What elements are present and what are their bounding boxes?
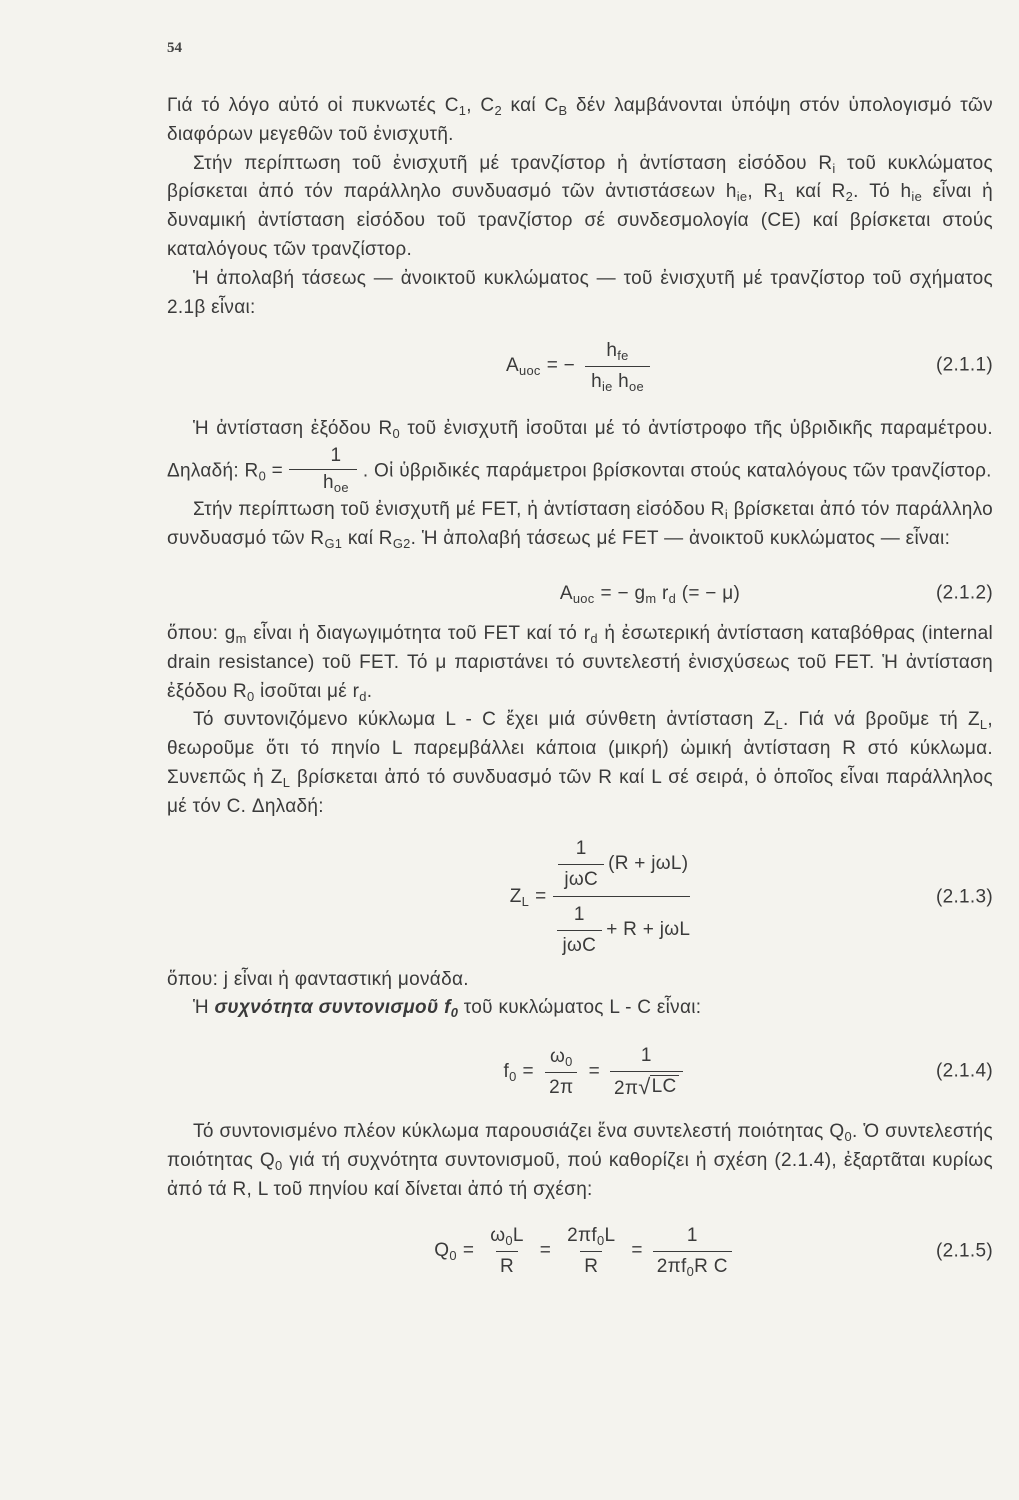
- paragraph-1: Γιά τό λόγο αὐτό οἱ πυκνωτές $C_1$, $C_2$ καί $C_B$ δέν λαμβάνονται ὑπόψη στόν ὑπολογισμό τῶν διαφόρων μεγεθῶν τοῦ ἐνισχυτῆ.: [167, 95, 993, 145]
- equation-2-1-2: $A_{uoc}$ = − $g_m$ $r_d$ (= − μ) (2.1.2): [167, 568, 993, 620]
- paragraph-7: Τό συντονιζόμενο κύκλωμα L - C ἔχει μιά σύνθετη ἀντίσταση $Z_L$. Γιά νά βροῦμε τή $Z_L$, θεωροῦμε ὅτι τό πηνίο L παρεμβάλλει κάποια (μικρή) ὠμική ἀντίσταση R στό κύκλωμα. Συνεπῶς ἡ $Z_L$ βρίσκεται ἀπό τό συνδυασμό τῶν R καί L σέ σειρά, ὁ ὁποῖος εἶναι παράλληλος μέ τόν C. Δηλαδή:: [167, 709, 993, 817]
- page-number: 54: [167, 40, 182, 56]
- paragraph-3: Ἡ ἀπολαβή τάσεως — ἀνοικτοῦ κυκλώματος — τοῦ ἐνισχυτῆ μέ τρανζίστορ τοῦ σχήματος 2.1β εἶναι:: [167, 267, 993, 318]
- paragraph-2: Στήν περίπτωση τοῦ ἐνισχυτῆ μέ τρανζίστορ ἡ ἀντίσταση εἰσόδου $R_i$ τοῦ κυκλώματος βρίσκεται ἀπό τόν παράλληλο συνδυασμό τῶν ἀντιστάσεων $h_{ie}$, $R_1$ καί $R_2$. Τό $h_{ie}$ εἶναι ἡ δυναμική ἀντίσταση εἰσόδου τοῦ τρανζίστορ σέ συνδεσμολογία (CE) καί βρίσκεται στούς καταλόγους τῶν τρανζίστορ.: [167, 152, 993, 260]
- paragraph-6: ὅπου: $g_m$ εἶναι ἡ διαγωγιμότητα τοῦ FET καί τό $r_d$ ἡ ἐσωτερική ἀντίσταση καταβόθρας (internal drain resistance) τοῦ FET. Τό μ παριστάνει τό συντελεστή ἐνισχύσεως τοῦ FET. Ἡ ἀντίσταση ἐξόδου $R_0$ ἰσοῦται μέ $r_d$.: [167, 622, 993, 704]
- sqrt-icon: √: [638, 1073, 651, 1099]
- equation-2-1-3: $Z_L$ = $\frac{1}{\text{jωC}}$ (R + jωL) $\frac{1}{\text{jωC}}$ + R + jωL (2.1.3): [167, 830, 993, 966]
- equation-2-1-4: $f_0$ = $\frac{\omega_0}{2\pi}$ = 1 2π √ LC (2.1.4): [503, 1044, 993, 1099]
- paragraph-10: Τό συντονισμένο πλέον κύκλωμα παρουσιάζει ἕνα συντελεστή ποιότητας $Q_0$. Ὁ συντελεστής ποιότητας $Q_0$ γιά τή συχνότητα συντονισμοῦ, πού καθορίζει ἡ σχέση (2.1.4), ἐξαρτᾶται κυρίως ἀπό τά R, L τοῦ πηνίου καί δίνεται ἀπό τή σχέση:: [167, 1121, 993, 1200]
- equation-number: (2.1.2): [935, 582, 993, 604]
- paragraph-4: Ἡ ἀντίσταση ἐξόδου $R_0$ τοῦ ἐνισχυτῆ ἰσοῦται μέ τό ἀντίστροφο τῆς ὑβριδικῆς παραμέτρου. Δηλαδή: $R_0$ = $\frac{1}{h_{oe}}$ . Οἱ ὑβριδικές παράμετροι βρίσκονται στούς καταλόγους τῶν τρανζίστορ.: [167, 418, 993, 496]
- equation-number: (2.1.3): [935, 886, 993, 908]
- paragraph-9: Ἡ συχνότητα συντονισμοῦ $f_0$ τοῦ κυκλώματος L - C εἶναι:: [193, 997, 702, 1021]
- paragraph-5: Στήν περίπτωση τοῦ ἐνισχυτῆ μέ FET, ἡ ἀντίσταση εἰσόδου $R_i$ βρίσκεται ἀπό τόν παράλληλο συνδυασμό τῶν $R_{G1}$ καί $R_{G2}$. Ἡ ἀπολαβή τάσεως μέ FET — ἀνοικτοῦ κυκλώματος — εἶναι:: [167, 499, 993, 552]
- page-body: [167, 92, 993, 1285]
- equation-number: (2.1.4): [935, 1060, 993, 1082]
- equation-2-1-5: $Q_0$ = $\frac{\omega_0L}{R}$ = $\frac{2\pi f_0L}{R}$ = $\frac{1}{2\pi f_0R C}$ (2.1.5): [434, 1225, 993, 1280]
- equation-number: (2.1.5): [935, 1240, 993, 1262]
- equation-2-1-1: $A_{uoc}$ = − $\frac{h_{fe}}{h_{ie} h_{oe}}$ (2.1.1): [505, 339, 993, 394]
- paragraph-8: ὅπου: j εἶναι ἡ φανταστική μονάδα.: [167, 968, 469, 990]
- equation-number: (2.1.1): [935, 354, 993, 376]
